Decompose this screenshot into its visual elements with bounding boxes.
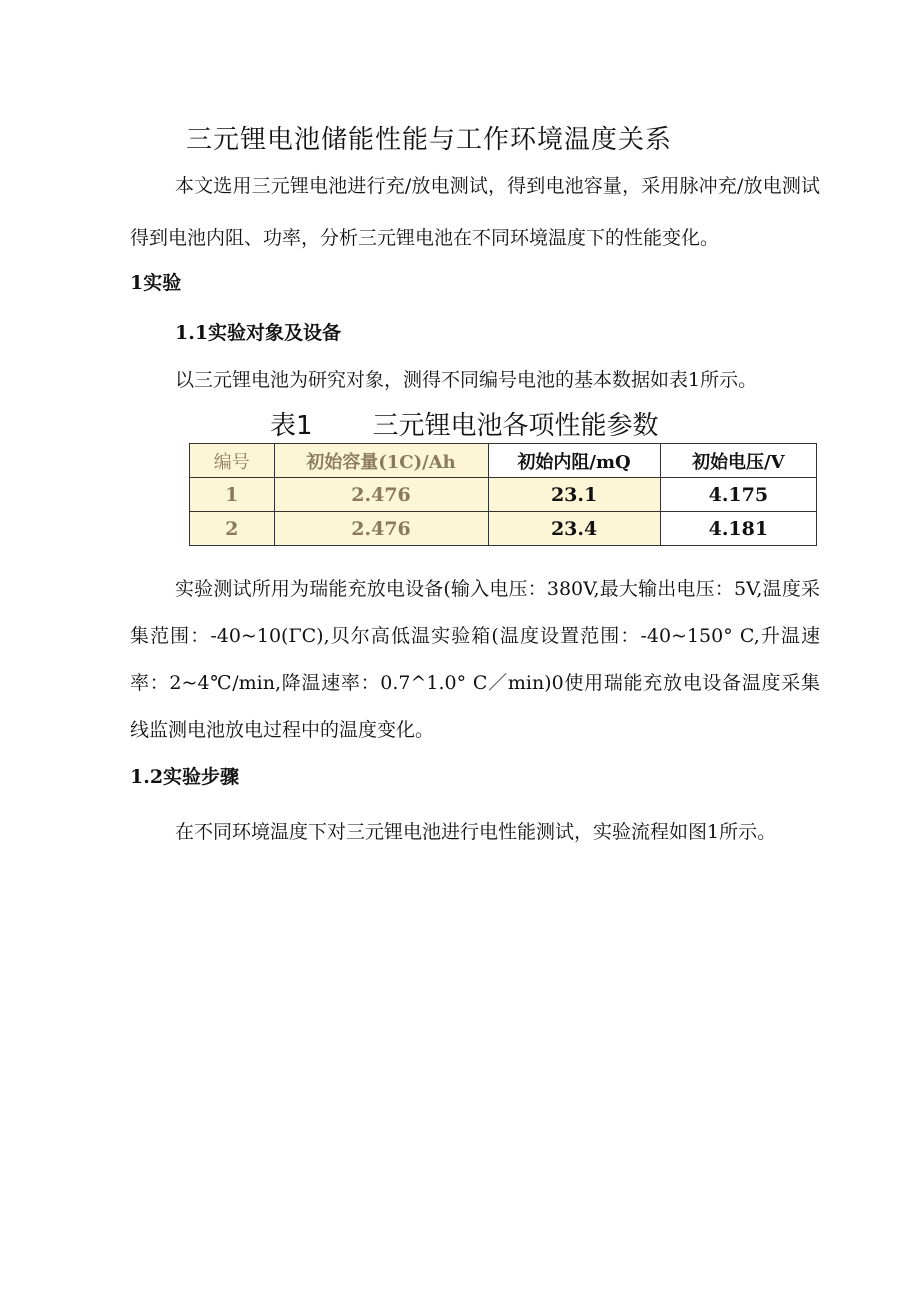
table-caption-label: 表1 bbox=[270, 411, 313, 441]
table-cell-voltage: 4.175 bbox=[660, 478, 816, 512]
table-header-row bbox=[190, 444, 817, 478]
parameters-table bbox=[189, 443, 817, 546]
table-cell-id: 1 bbox=[190, 478, 275, 512]
table-cell-resistance: 23.4 bbox=[488, 512, 660, 546]
section-1-2-paragraph: 在不同环境温度下对三元锂电池进行电性能测试，实验流程如图1所示。 bbox=[175, 821, 777, 843]
table-cell-capacity: 2.476 bbox=[274, 478, 488, 512]
document-title: 三元锂电池储能性能与工作环境温度关系 bbox=[186, 125, 673, 155]
section-1-2-heading: 1.2实验步骤 bbox=[130, 766, 240, 788]
equipment-paragraph: 实验测试所用为瑞能充放电设备(输入电压：380V,最大输出电压：5V,温度采集范围：-40~10(ΓC),贝尔高低温实验箱(温度设置范围：-40~150° C,升温速率：2~4℃/min,降温速率：0.7^1.0° C／min)0使用瑞能充放电设备温度采集线监测电池放电过程中的温度变化。 bbox=[130, 578, 820, 741]
table-cell-voltage: 4.181 bbox=[660, 512, 816, 546]
section-1-1-heading: 1.1实验对象及设备 bbox=[175, 322, 342, 344]
section-1-heading: 1实验 bbox=[130, 272, 182, 294]
table-cell-id: 2 bbox=[190, 512, 275, 546]
table-cell-resistance: 23.1 bbox=[488, 478, 660, 512]
table-caption-text: 三元锂电池各项性能参数 bbox=[372, 411, 659, 441]
table-header-capacity: 初始容量(1C)/Ah bbox=[274, 444, 488, 478]
table-row bbox=[190, 478, 817, 512]
table-cell-capacity: 2.476 bbox=[274, 512, 488, 546]
table-row bbox=[190, 512, 817, 546]
table-caption bbox=[270, 405, 659, 442]
intro-paragraph: 本文选用三元锂电池进行充/放电测试，得到电池容量，采用脉冲充/放电测试得到电池内阻、功率，分析三元锂电池在不同环境温度下的性能变化。 bbox=[130, 175, 820, 249]
table-header-voltage: 初始电压/V bbox=[660, 444, 816, 478]
section-1-1-paragraph: 以三元锂电池为研究对象，测得不同编号电池的基本数据如表1所示。 bbox=[175, 369, 758, 391]
table-header-resistance: 初始内阻/mQ bbox=[488, 444, 660, 478]
table-header-id: 编号 bbox=[190, 444, 275, 478]
